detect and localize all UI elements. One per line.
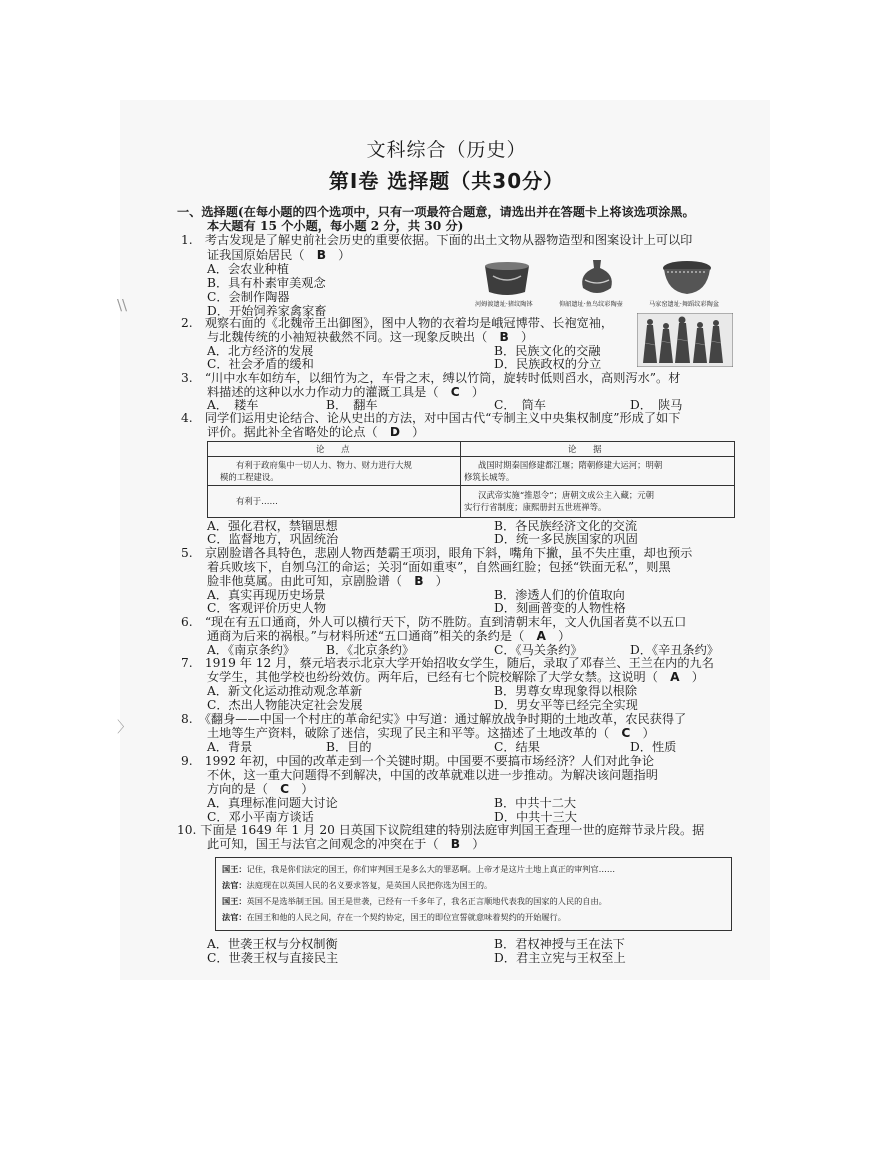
table-row1-evidence-2: 修筑长城等。 — [464, 472, 515, 482]
q3-option-a: A． 耧车 — [207, 398, 259, 412]
q5-option-b: B．渗透人们的价值取向 — [494, 588, 625, 602]
q5-option-a: A．真实再现历史场景 — [207, 588, 326, 602]
table-header-rule — [208, 456, 734, 457]
caption-fish-bird-jar: 仰韶遗址·鱼鸟纹彩陶壶 — [559, 301, 623, 308]
table-row1-evidence-1: 战国时期秦国修建都江堰；隋朝修建大运河；明朝 — [478, 460, 663, 470]
q5-stem-line-2: 着兵败垓下，自刎乌江的命运；关羽“面如重枣”，自然画红脸；包拯“铁面无私”，则黑 — [207, 560, 671, 574]
q7-option-b: B．男尊女卑现象得以根除 — [494, 684, 638, 698]
table-head-argument: 论 点 — [316, 444, 350, 454]
table-row-rule — [208, 485, 734, 486]
q6-option-d: D．《辛丑条约》 — [630, 643, 719, 657]
q10-option-a: A．世袭王权与分权制衡 — [207, 937, 338, 951]
table-row1-argument-1: 有利于政府集中一切人力、物力、财力进行大规 — [236, 460, 412, 470]
transcript-line-judge-2: 法官：在国王和他的人民之间，存在一个契约协定，国王的即位宣誓就意味着契约的开始履行。 — [222, 912, 566, 922]
table-row1-argument-2: 模的工程建设。 — [220, 472, 279, 482]
q8-option-c: C．结果 — [494, 740, 540, 754]
table-row2-evidence-1: 汉武帝实施“推恩令”；唐朝文成公主入藏；元朝 — [478, 490, 655, 500]
q2-option-a: A．北方经济的发展 — [207, 344, 314, 358]
q8-option-b: B．目的 — [326, 740, 372, 754]
transcript-line-king-2: 国王：英国不是选举制王国。国王是世袭，已经有一千多年了，我名正言顺地代表我的国家的人民的自由。 — [222, 896, 607, 906]
q7-stem-line-2: 女学生，其他学校也纷纷效仿。两年后，已经有七个院校解除了大学女禁。这说明（ A ） — [207, 670, 704, 684]
q3-option-d: D． 陕马 — [630, 398, 683, 412]
pottery-jar-fish-bird-image — [571, 258, 623, 298]
q10-answer: B — [450, 837, 461, 851]
q10-stem-line-2: 此可知，国王与法官之间观念的冲突在于（ B ） — [207, 837, 485, 851]
transcript-line-king-1: 国王：记住，我是你们法定的国王，你们审判国王是多么大的罪恶啊。上帝才是这片土地上真正的审判官…… — [222, 864, 616, 874]
section-title: 第Ⅰ卷 选择题（共30分） — [328, 169, 565, 193]
q2-answer: B — [499, 330, 509, 344]
q9-option-c: C．邓小平南方谈话 — [207, 810, 314, 824]
q6-stem-line-2: 通商为后来的祸根。”与材料所述“五口通商”相关的条约是（ A ） — [207, 629, 571, 643]
q4-option-b: B．各民族经济文化的交流 — [494, 519, 638, 533]
q10-option-b: B．君权神授与王在法下 — [494, 937, 625, 951]
q2-option-c: C．社会矛盾的缓和 — [207, 357, 314, 371]
q8-answer: C — [621, 726, 631, 740]
table-row2-evidence-2: 实行行省制度；康熙册封五世班禅等。 — [464, 502, 607, 512]
q5-answer: B — [414, 574, 424, 588]
q9-stem-line-1: 9. 1992 年初，中国的改革走到一个关键时期。中国要不要搞市场经济？人们对此争论 — [181, 754, 655, 768]
q9-option-b: B．中共十二大 — [494, 796, 577, 810]
q1-option-a: A．会农业种植 — [207, 262, 289, 276]
pottery-bowl-pig-image — [481, 258, 533, 298]
argument-table — [207, 441, 735, 518]
q7-option-a: A．新文化运动推动观念革新 — [207, 684, 363, 698]
caption-dance-basin: 马家窑遗址·舞蹈纹彩陶盆 — [649, 301, 720, 308]
q8-option-d: D．性质 — [630, 740, 677, 754]
q7-option-c: C．杰出人物能决定社会发展 — [207, 698, 363, 712]
q2-option-b: B．民族文化的交融 — [494, 344, 601, 358]
q2-stem-line-1: 2. 观察右面的《北魏帝王出御图》，图中人物的衣着均是峨冠博带、长袍宽袖， — [181, 316, 614, 330]
trial-transcript-box — [215, 857, 732, 931]
table-head-evidence: 论 据 — [568, 444, 602, 454]
q7-stem-line-1: 7. 1919 年 12 月，蔡元培表示北京大学开始招收女学生，随后，录取了邓春兰、王兰在内的九名 — [181, 656, 714, 670]
pottery-basin-dance-image — [661, 258, 713, 298]
q9-option-d: D．中共十三大 — [494, 810, 577, 824]
q5-option-d: D．刻画普变的人物性格 — [494, 601, 626, 615]
q10-stem-line-1: 10. 下面是 1649 年 1 月 20 日英国下议院组建的特别法庭审判国王查理一世的庭辩节录片段。据 — [177, 823, 705, 837]
q3-option-b: B． 翻车 — [326, 398, 378, 412]
q1-option-b: B．具有朴素审美观念 — [207, 276, 326, 290]
q4-option-c: C．监督地方，巩固统治 — [207, 532, 339, 546]
transcript-line-judge-1: 法官：法庭现在以英国人民的名义要求答复，是英国人民把你选为国王的。 — [222, 880, 493, 890]
q6-option-c: C．《马关条约》 — [494, 643, 583, 657]
q8-option-a: A．背景 — [207, 740, 253, 754]
q10-option-d: D．君主立宪与王权至上 — [494, 951, 626, 965]
margin-mark: \\ — [117, 296, 128, 314]
instructions-line-1: 一、选择题(在每小题的四个选项中，只有一项最符合题意，请选出并在答题卡上将该选项涂黑。 — [177, 205, 695, 219]
q6-option-b: B．《北京条约》 — [326, 643, 415, 657]
q1-answer: B — [316, 248, 326, 262]
q6-answer: A — [536, 629, 546, 643]
q7-answer: A — [670, 670, 680, 684]
q5-option-c: C．客观评价历史人物 — [207, 601, 327, 615]
q4-stem-line-2: 评价。据此补全省略处的论点（ D ） — [207, 425, 425, 439]
q9-stem-line-2: 不休，这一重大问题得不到解决，中国的改革就难以进一步推动。为解决该问题指明 — [207, 768, 658, 782]
q1-stem-line-2: 证我国原始居民（ B ） — [207, 248, 351, 262]
q3-answer: C — [450, 385, 460, 399]
q1-option-c: C．会制作陶器 — [207, 290, 290, 304]
q7-option-d: D．男女平等已经完全实现 — [494, 698, 638, 712]
q2-stem-line-2: 与北魏传统的小袖短袂截然不同。这一现象反映出（ B ） — [207, 330, 534, 344]
q3-stem-line-2: 料描述的这种以水力作动力的灌溉工具是（ C ） — [207, 385, 485, 399]
q1-option-d: D．开始饲养家禽家畜 — [207, 304, 327, 318]
q9-option-a: A．真理标准问题大讨论 — [207, 796, 338, 810]
table-divider — [460, 442, 461, 517]
q8-stem-line-2: 土地等生产资料，破除了迷信，实现了民主和平等。这描述了土地改革的（ C ） — [207, 726, 655, 740]
q9-stem-line-3: 方向的是（ C ） — [207, 782, 314, 796]
q3-stem-line-1: 3. “川中水车如纺车，以细竹为之，车骨之末，缚以竹筒，旋转时低则舀水，高则泻水”。材 — [181, 371, 681, 385]
q6-stem-line-1: 6. “现在有五口通商，外人可以横行天下，防不胜防。直到清朝末年，文人仇国者莫不以五口 — [181, 615, 687, 629]
q10-option-c: C．世袭王权与直接民主 — [207, 951, 339, 965]
q9-answer: C — [280, 782, 290, 796]
caption-pig-bowl: 河姆渡遗址·猪纹陶钵 — [475, 301, 533, 308]
instructions-line-2: 本大题有 15 个小题，每小题 2 分，共 30 分) — [207, 219, 464, 233]
q1-stem-line-1: 1. 考古发现是了解史前社会历史的重要依据。下面的出土文物从器物造型和图案设计上可以印 — [181, 233, 693, 247]
q3-option-c: C． 筒车 — [494, 398, 546, 412]
beiwei-emperor-procession-image — [637, 313, 733, 367]
q4-option-d: D．统一多民族国家的巩固 — [494, 532, 638, 546]
margin-mark: 〉 — [117, 718, 133, 736]
q5-stem-line-1: 5. 京剧脸谱各具特色，悲剧人物西楚霸王项羽，眼角下斜，嘴角下撇，虽不失庄重，却也预示 — [181, 546, 693, 560]
q2-option-d: D．民族政权的分立 — [494, 357, 602, 371]
q8-stem-line-1: 8. 《翻身——中国一个村庄的革命纪实》中写道：通过解放战争时期的土地改革，农民获得了 — [181, 712, 687, 726]
q4-option-a: A．强化君权，禁锢思想 — [207, 519, 338, 533]
page-title: 文科综合（历史） — [366, 139, 527, 161]
q4-answer: D — [389, 425, 400, 439]
q6-option-a: A．《南京条约》 — [207, 643, 296, 657]
q4-stem-line-1: 4. 同学们运用史论结合、论从史出的方法，对中国古代“专制主义中央集权制度”形成了如下 — [181, 411, 681, 425]
q5-stem-line-3: 脸非他莫属。由此可知，京剧脸谱（ B ） — [207, 574, 448, 588]
table-row2-argument: 有利于…… — [236, 496, 278, 506]
